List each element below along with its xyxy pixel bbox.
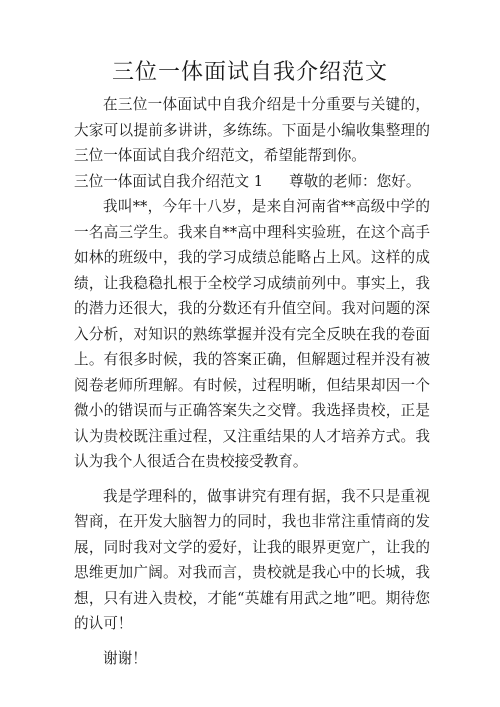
example-heading: 三位一体面试自我介绍范文 1 <box>74 172 264 190</box>
document-body <box>74 92 430 671</box>
closing-line: 谢谢！ <box>103 649 147 667</box>
greeting: 尊敬的老师：您好。 <box>289 172 421 190</box>
example-heading-line <box>74 169 430 195</box>
body-paragraph-1: 我叫**，今年十八岁，是来自河南省**高级中学的一名高三学生。我来自**高中理科实验班，在这个高手如林的班级中，我的学习成绩总能略占上风。这样的成绩，让我稳稳扎根于全校学习成绩前列中。事实上，我的潜力还很大，我的分数还有升值空间。我对问题的深入分析，对知识的熟练掌握并没有完全反映在我的卷面上。有很多时候，我的答案正确，但解题过程并没有被阅卷老师所理解。有时候，过程明晰，但结果却因一个微小的错误而与正确答案失之交臂。我选择贵校，正是认为贵校既注重过程，又注重结果的人才培养方式。我认为我个人很适合在贵校接受教育。 <box>74 198 430 470</box>
document-title: 三位一体面试自我介绍范文 <box>111 60 388 85</box>
body-paragraph-2: 我是学理科的，做事讲究有理有据，我不只是重视智商，在开发大脑智力的同时，我也非常注重情商的发展，同时我对文学的爱好，让我的眼界更宽广，让我的思维更加广阔。对我而言，贵校就是我心中的长城，我想，只有进入贵校，才能“英雄有用武之地”吧。期待您的认可！ <box>74 487 430 632</box>
intro-paragraph: 在三位一体面试中自我介绍是十分重要与关键的，大家可以提前多讲讲，多练练。下面是小编收集整理的三位一体面试自我介绍范文，希望能帮到你。 <box>74 96 430 164</box>
